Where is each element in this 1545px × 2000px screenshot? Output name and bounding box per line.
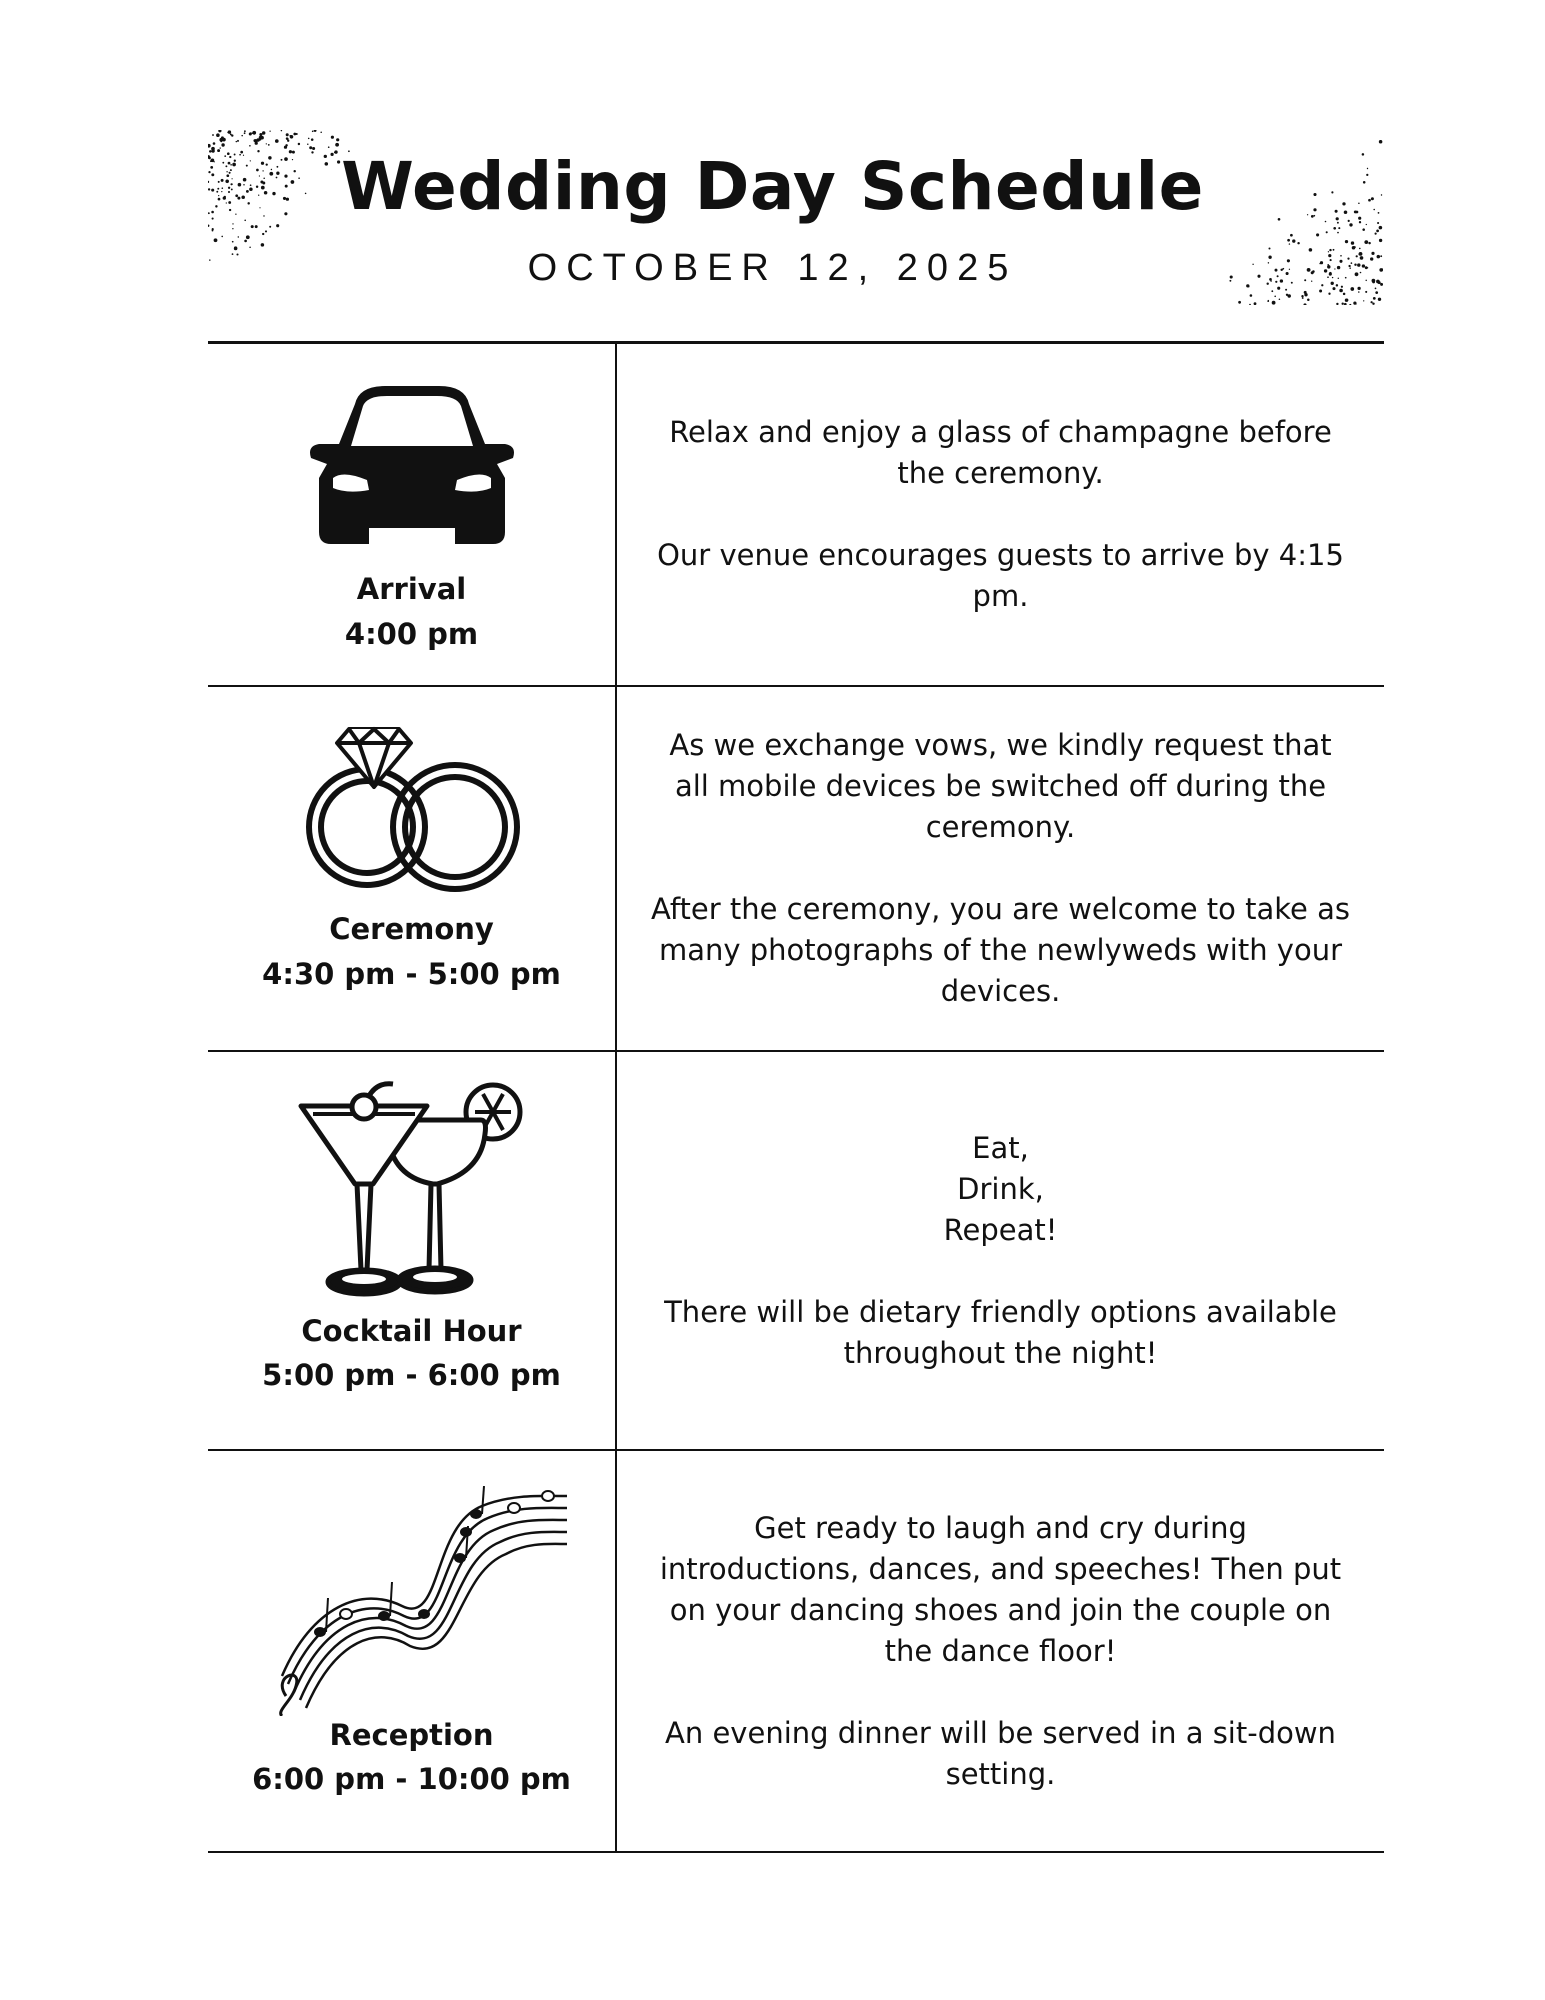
- description-cell: [617, 687, 1384, 1050]
- event-time: 4:00 pm: [344, 617, 479, 651]
- description-paragraph: There will be dietary friendly options available throughout the night!: [664, 1294, 1337, 1370]
- description-paragraph: Get ready to laugh and cry during introductions, dances, and speeches! Then put on your dancing shoes and join the couple on the dance floor!: [659, 1510, 1342, 1668]
- schedule-row-arrival: [208, 344, 1384, 685]
- event-name: Ceremony: [329, 912, 494, 946]
- description-paragraph: As we exchange vows, we kindly request that all mobile devices be switched off during the ceremony.: [669, 728, 1332, 844]
- page-title: Wedding Day Schedule: [341, 148, 1204, 225]
- schedule-row-ceremony: [208, 687, 1384, 1050]
- description-paragraph: After the ceremony, you are welcome to take as many photographs of the newlyweds with your devices.: [651, 892, 1350, 1008]
- description-line: Repeat!: [943, 1212, 1058, 1247]
- schedule-row-reception: [208, 1451, 1384, 1851]
- description-paragraph: An evening dinner will be served in a sit-down setting.: [665, 1715, 1336, 1791]
- description-cell: [617, 1052, 1384, 1449]
- description-cell: [617, 344, 1384, 685]
- cocktail-glasses-icon: [208, 1080, 615, 1305]
- event-name: Reception: [329, 1718, 494, 1752]
- event-name: Arrival: [356, 572, 467, 606]
- description-cell: [617, 1451, 1384, 1851]
- event-cell: [208, 344, 615, 685]
- music-staff-icon: [208, 1486, 615, 1716]
- description-line: Eat,: [972, 1130, 1029, 1165]
- event-description: [651, 1508, 1351, 1795]
- event-description: [651, 1128, 1351, 1374]
- description-line: Drink,: [957, 1171, 1044, 1206]
- event-time: 6:00 pm - 10:00 pm: [252, 1762, 571, 1796]
- description-paragraph: Our venue encourages guests to arrive by 4:15 pm.: [657, 538, 1344, 613]
- event-cell: [208, 1052, 615, 1449]
- event-name: Cocktail Hour: [301, 1314, 522, 1348]
- event-description: [651, 725, 1351, 1012]
- event-date: OCTOBER 12, 2025: [527, 247, 1018, 289]
- wedding-rings-icon: [208, 725, 615, 895]
- schedule-table: [208, 341, 1384, 1853]
- table-bottom-border: [208, 1851, 1384, 1853]
- event-description: [651, 412, 1351, 617]
- event-time: 5:00 pm - 6:00 pm: [262, 1358, 561, 1392]
- event-cell: [208, 1451, 615, 1851]
- event-cell: [208, 687, 615, 1050]
- description-paragraph: Relax and enjoy a glass of champagne before the ceremony.: [669, 415, 1332, 490]
- event-time: 4:30 pm - 5:00 pm: [262, 957, 561, 991]
- car-icon: [208, 382, 615, 554]
- schedule-row-cocktail-hour: [208, 1052, 1384, 1449]
